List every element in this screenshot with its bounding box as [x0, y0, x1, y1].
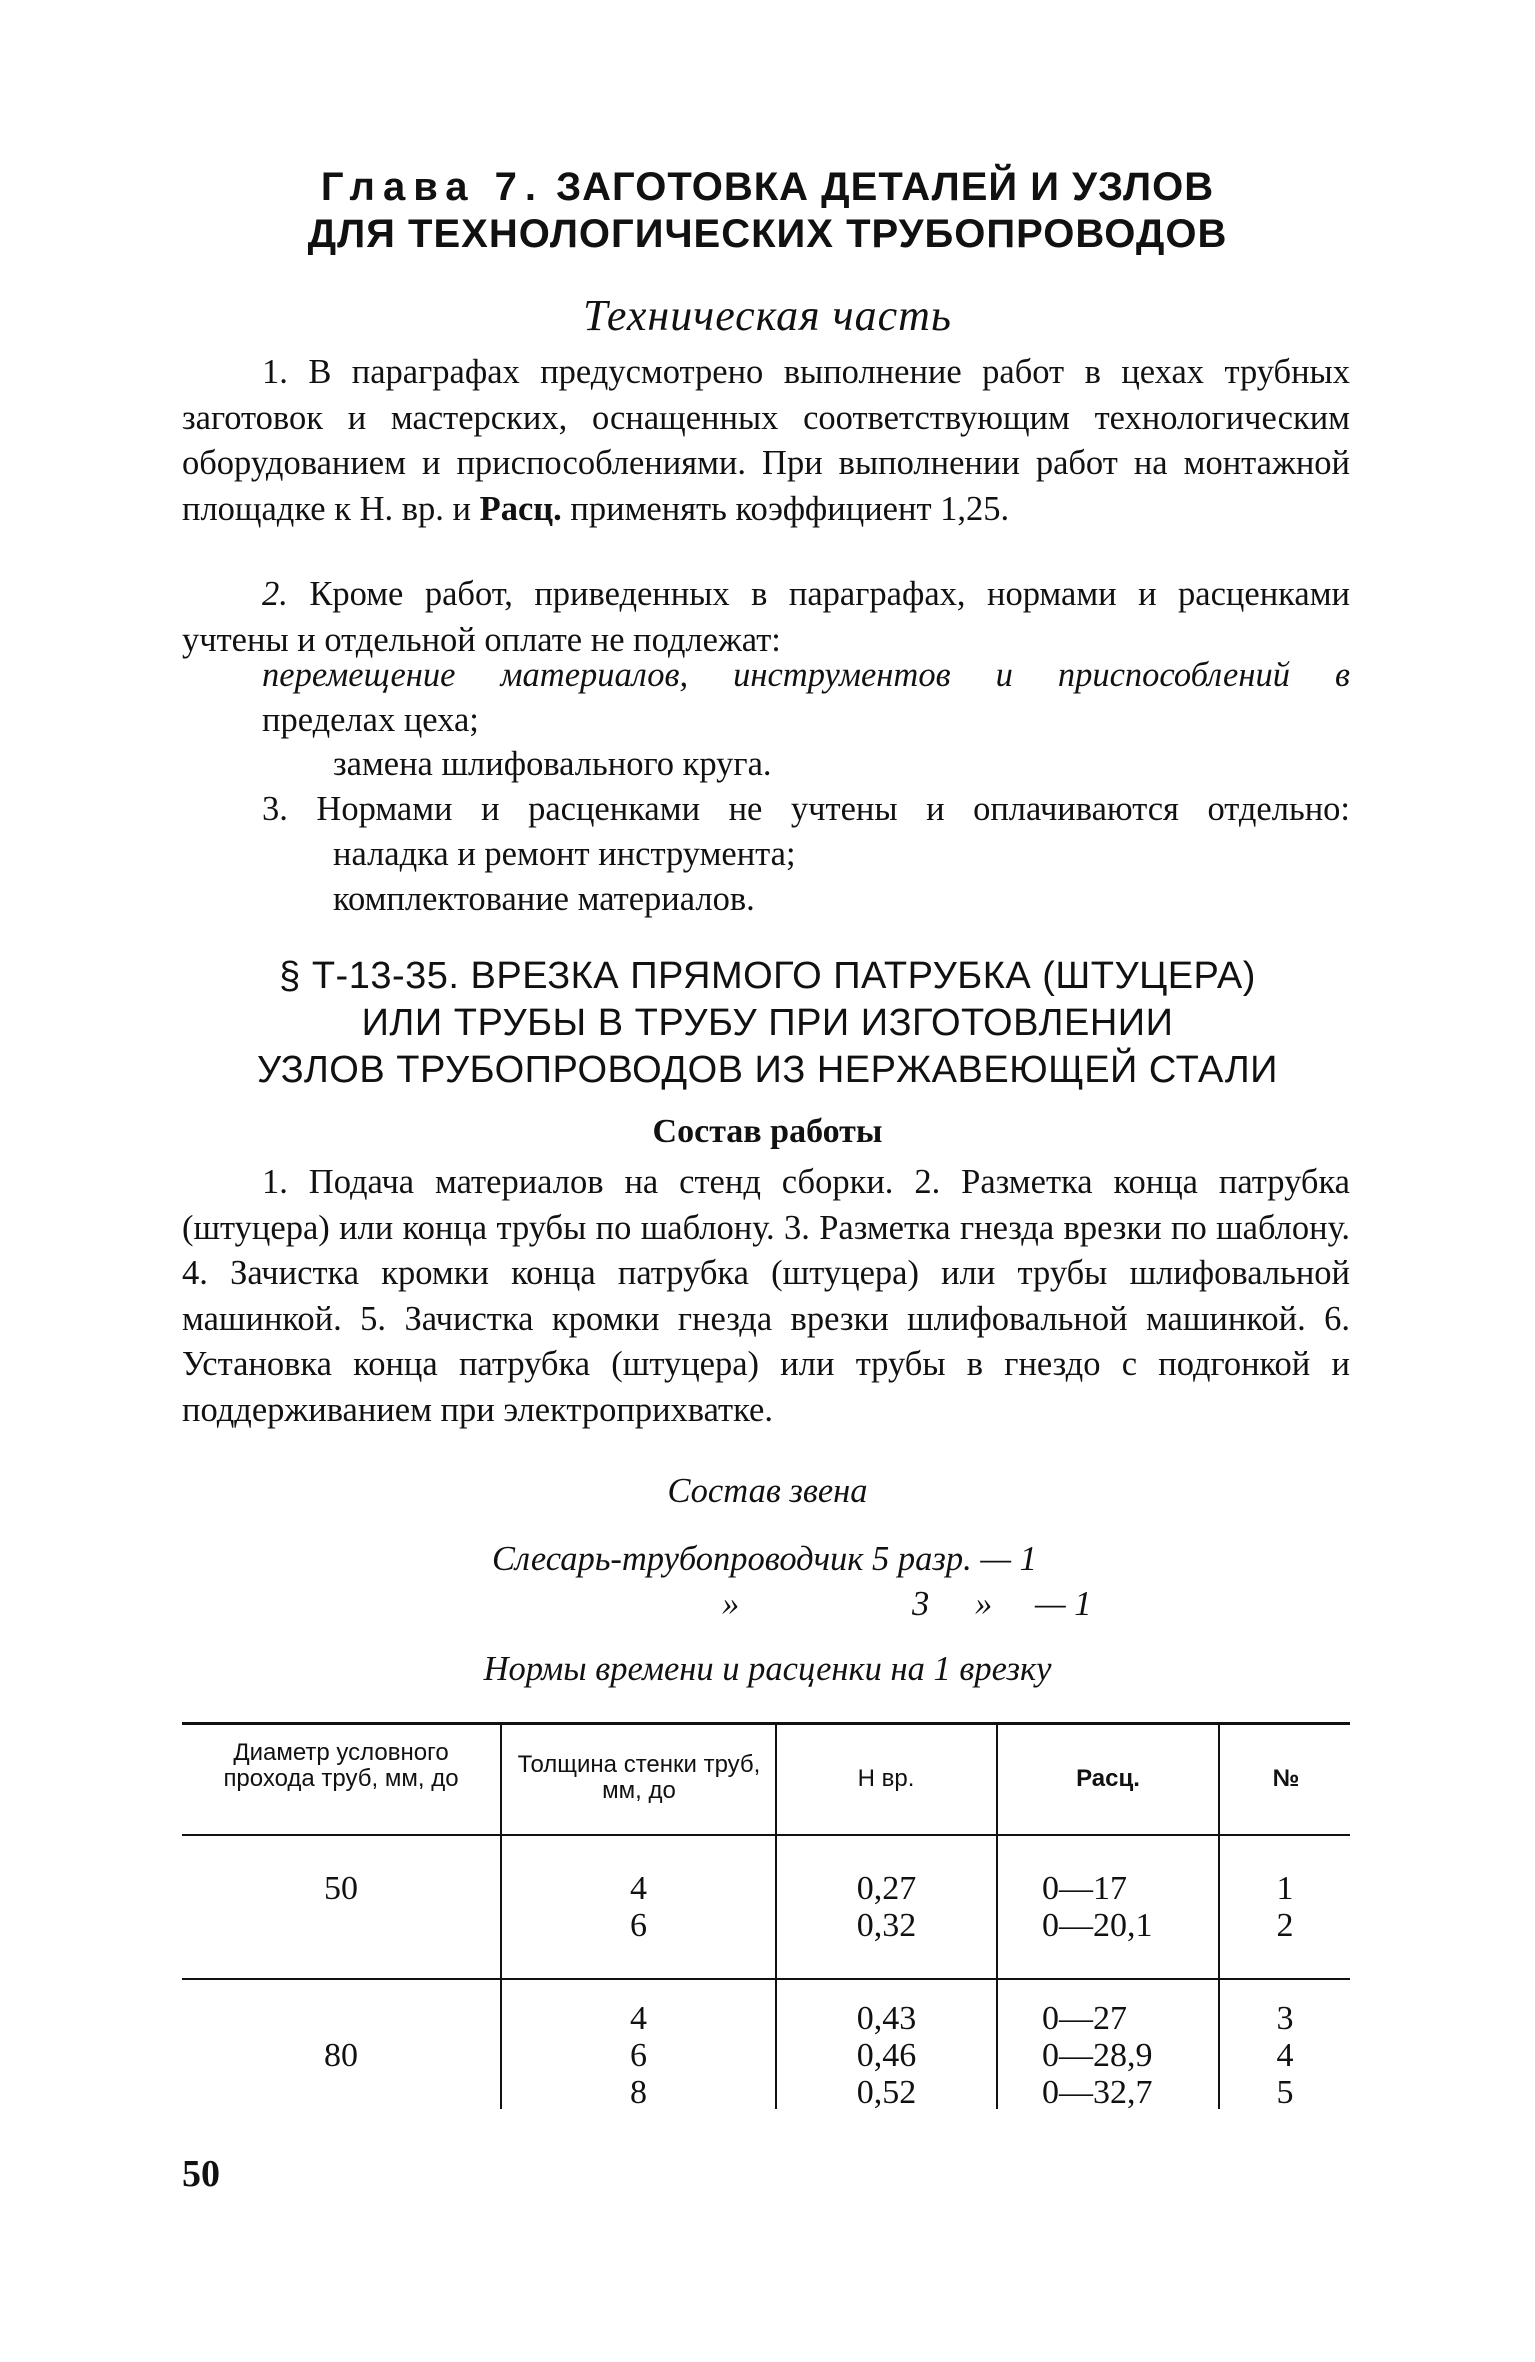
table-row-1-diameter: 50 — [324, 1870, 358, 1907]
table-header-rule — [182, 1834, 1350, 1836]
table-row-2-hvr: 0,43 0,46 0,52 — [856, 2000, 917, 2111]
chapter-title-line2: ДЛЯ ТЕХНОЛОГИЧЕСКИХ ТРУБОПРОВОДОВ — [307, 212, 1228, 256]
tech-paragraph-1 — [182, 350, 1350, 532]
table-header-rasc: Расц. — [1076, 1765, 1140, 1792]
crew-count-2: — 1 — [1035, 1585, 1092, 1623]
table-header-diameter: Диаметр условного прохода труб, мм, до — [223, 1739, 459, 1792]
work-composition-text: 1. Подача материалов на стенд сборки. 2. Разметка конца патрубка (штуцера) или конца трубы по шаблону. 3. Разметка гнезда врезки по шаблону. 4. Зачистка кромки конца патрубка (штуцера) или трубы шлифовальной машинкой. 5. Зачистка кромки гнезда врезки шлифовальной машинкой. 6. Установка конца патрубка (штуцера) или трубы в гнездо с подгонкой и поддерживанием при электроприхватке. — [182, 1163, 1350, 1429]
page-number: 50 — [182, 2153, 220, 2195]
p1-text: 1. В параграфах предусмотрено выполнение работ в цехах трубных заготовок и мастерских, оснащенных соответствующим технологическим оборудованием и приспособлениями. При выполнении работ на монтажной площадке к Н. вр. и — [182, 353, 1350, 528]
tech-part-heading: Техническая часть — [583, 291, 952, 340]
table-row-2-rasc: 0—27 0—28,9 0—32,7 — [1042, 2000, 1153, 2111]
chapter-title-line1 — [0, 165, 1535, 210]
table-row-rule — [182, 1978, 1350, 1980]
table-header-thickness: Толщина стенки труб, мм, до — [517, 1751, 761, 1804]
crew-ditto-2: » — [975, 1585, 993, 1623]
table-row-1-hvr: 0,27 0,32 — [856, 1870, 917, 1944]
p1-text-end: применять коэффициент 1,25. — [561, 489, 1010, 528]
section-title-line1: § Т-13-35. ВРЕЗКА ПРЯМОГО ПАТРУБКА (ШТУЦЕРА) — [279, 955, 1256, 997]
tech-paragraph-3: 3. Нормами и расценками не учтены и оплачиваются отдельно: — [262, 790, 1350, 828]
crew-line-1: Слесарь-трубопроводчик 5 разр. — 1 — [492, 1540, 1037, 1578]
p2-number: 2. — [262, 575, 288, 613]
section-title-line3: УЗЛОВ ТРУБОПРОВОДОВ ИЗ НЕРЖАВЕЮЩЕЙ СТАЛИ — [257, 1049, 1278, 1091]
p3-item-1: наладка и ремонт инструмента; — [333, 835, 796, 873]
table-row-2-diameter: 80 — [324, 2037, 358, 2074]
p2-item-1: перемещение материалов, инструментов и приспособлений в — [262, 656, 1350, 694]
work-composition-heading: Состав работы — [652, 1113, 883, 1150]
section-title-line2: ИЛИ ТРУБЫ В ТРУБУ ПРИ ИЗГОТОВЛЕНИИ — [361, 1002, 1174, 1044]
p2-text: Кроме работ, приведенных в параграфах, нормами и расценками учтены и отдельной оплате не подлежат: — [182, 575, 1350, 659]
table-header-number: № — [1272, 1765, 1300, 1792]
norms-heading: Нормы времени и расценки на 1 врезку — [483, 1650, 1052, 1688]
crew-grade-3: 3 — [912, 1585, 930, 1623]
chapter-title-part1: ЗАГОТОВКА ДЕТАЛЕЙ И УЗЛОВ — [556, 165, 1215, 209]
table-header-hvr: Н вр. — [857, 1765, 915, 1792]
table-row-2-thickness: 4 6 8 — [630, 2000, 647, 2111]
crew-ditto-1: » — [722, 1585, 740, 1623]
p2-item-1-cont: пределах цеха; — [262, 701, 479, 739]
tech-paragraph-2 — [182, 572, 1350, 663]
table-row-2-number: 3 4 5 — [1276, 2000, 1294, 2111]
table-row-1-rasc: 0—17 0—20,1 — [1042, 1870, 1153, 1944]
table-row-1-thickness: 4 6 — [630, 1870, 647, 1944]
p3-item-2: комплектование материалов. — [333, 880, 755, 918]
table-top-rule — [182, 1722, 1350, 1725]
p1-bold: Расц. — [479, 489, 562, 528]
chapter-label: Глава 7. — [320, 165, 544, 209]
table-col-divider-3 — [996, 1724, 998, 2109]
table-row-1-number: 1 2 — [1276, 1870, 1294, 1944]
crew-heading: Состав звена — [667, 1472, 868, 1510]
p2-item-2: замена шлифовального круга. — [333, 745, 772, 783]
